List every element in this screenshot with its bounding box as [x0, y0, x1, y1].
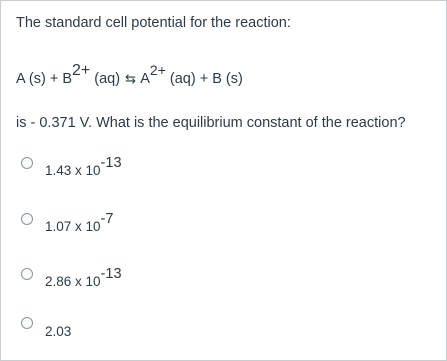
- equilibrium-arrow-icon: ⇆: [125, 71, 137, 86]
- reaction-charge-a: 2+: [149, 62, 166, 78]
- answer-exponent: -13: [100, 155, 122, 171]
- answer-exponent: -7: [100, 211, 114, 227]
- radio-button[interactable]: [21, 157, 33, 169]
- radio-button[interactable]: [21, 213, 33, 225]
- answer-option-3[interactable]: [21, 268, 401, 298]
- question-text-intro: The standard cell potential for the reaction:: [16, 15, 291, 31]
- reaction-state-aq: (aq): [90, 71, 125, 87]
- radio-button[interactable]: [21, 268, 33, 280]
- answer-label[interactable]: 2.03: [45, 324, 72, 339]
- reaction-equation: [16, 62, 243, 88]
- answer-label[interactable]: 2.86 x 10-13: [45, 266, 122, 289]
- reaction-products: (aq) + B (s): [165, 71, 243, 87]
- radio-button[interactable]: [21, 317, 33, 329]
- answer-option-2[interactable]: [21, 213, 401, 243]
- answer-exponent: -13: [100, 266, 122, 282]
- reaction-charge-b: 2+: [72, 62, 91, 79]
- question-text-prompt: is - 0.371 V. What is the equilibrium constant of the reaction?: [16, 115, 406, 131]
- reaction-reactants: A (s) + B: [16, 71, 73, 87]
- reaction-product-a: A: [137, 71, 150, 87]
- answer-option-1[interactable]: [21, 157, 401, 187]
- answer-label[interactable]: 1.07 x 10-7: [45, 211, 114, 234]
- answer-option-4[interactable]: [21, 317, 401, 347]
- answer-label[interactable]: 1.43 x 10-13: [45, 155, 122, 178]
